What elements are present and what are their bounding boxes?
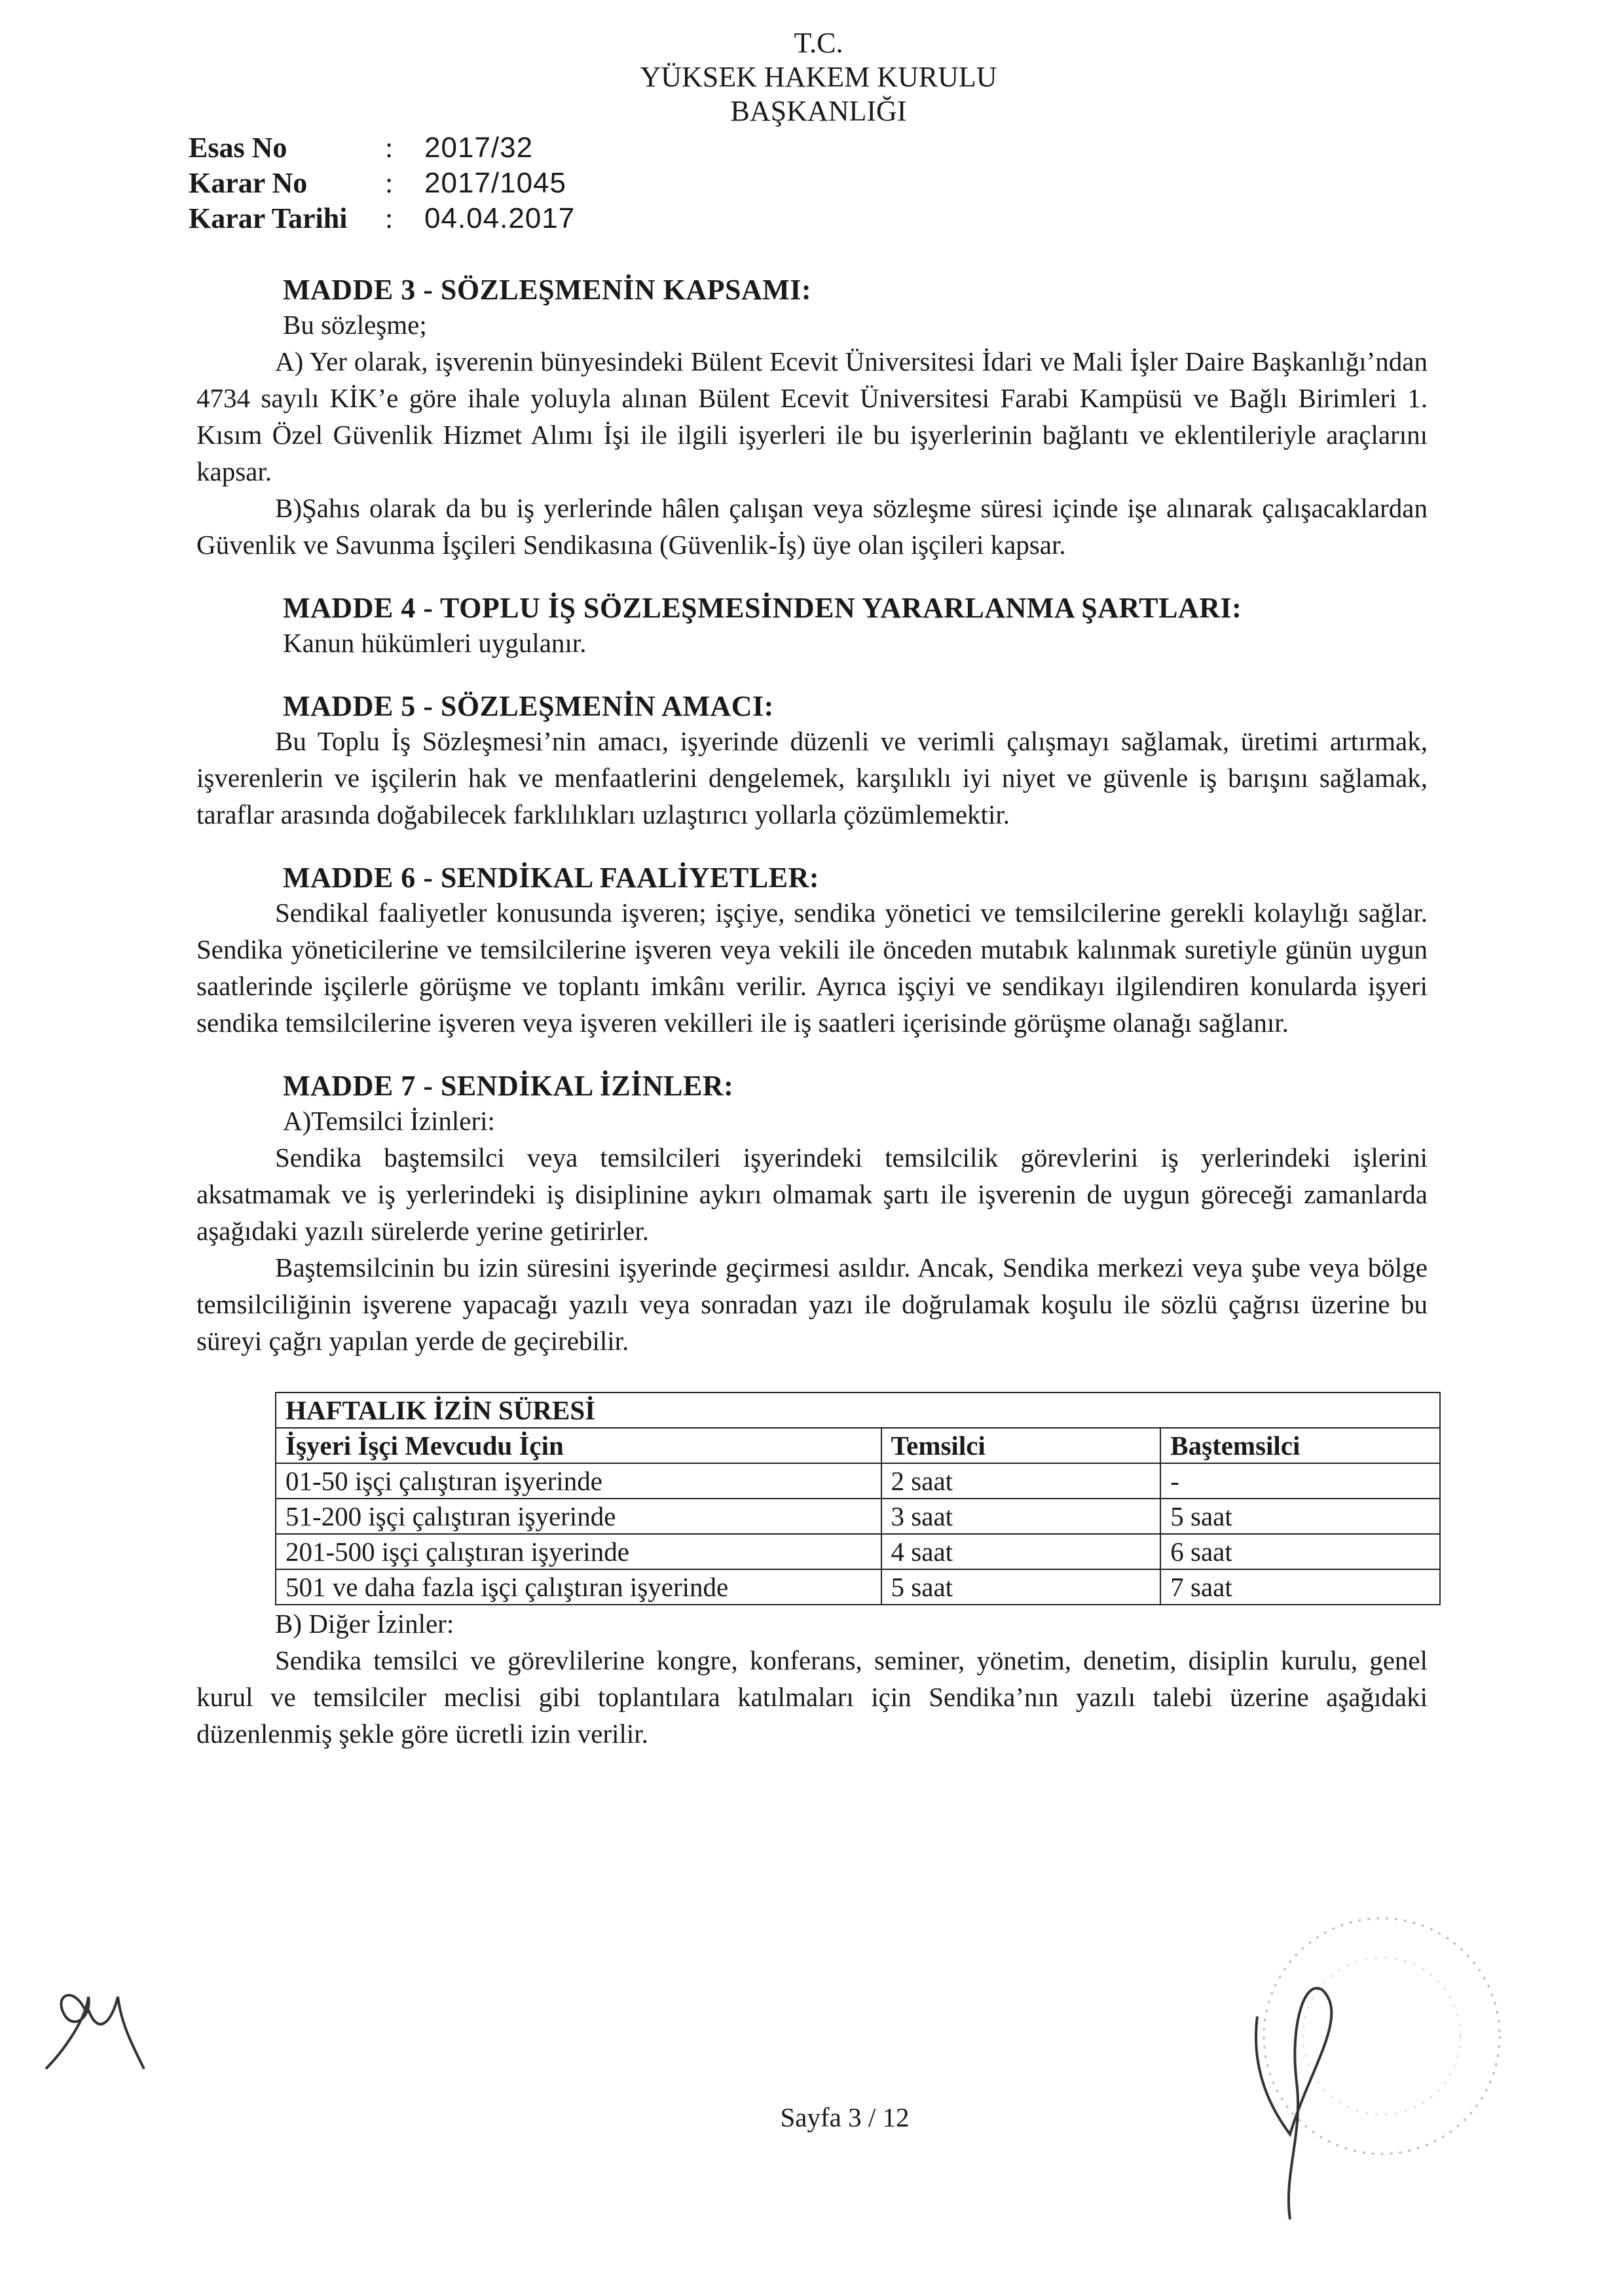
- document-body: [196, 274, 1428, 1752]
- karar-value: 2017/1045: [424, 167, 566, 199]
- column-header: Temsilci: [881, 1428, 1161, 1463]
- madde3-intro: Bu sözleşme;: [283, 310, 427, 340]
- karar-row: [189, 166, 575, 202]
- madde7-para-2: Baştemsilcinin bu izin süresini işyerinde geçirmesi asıldır. Ancak, Sendika merkezi veya şube veya bölge temsilciliğinin işverene yapacağı yazılı veya sonradan yazı ile doğrulamak koşulu ile sözlü çağrısı üzerine bu süreyi çağrı yapılan yerde de geçirebilir.: [196, 1252, 1428, 1356]
- madde3-para-a: A) Yer olarak, işverenin bünyesindeki Bülent Ecevit Üniversitesi İdari ve Mali İşler Daire Başkanlığı’ndan 4734 sayılı KİK’e göre ihale yoluyla alınan Bülent Ecevit Üniversitesi Farabi Kampüsü ve Bağlı Birimleri 1. Kısım Özel Güvenlik Hizmet Alımı İşi ile ilgili işyerleri ile bu işyerlerinin bağlantı ve eklentileriyle araçlarını kapsar.: [196, 346, 1428, 486]
- table-header-row: [276, 1428, 1440, 1463]
- handwritten-initials-icon: [39, 1971, 164, 2082]
- table-cell: 5 saat: [881, 1569, 1161, 1605]
- colon: :: [385, 202, 394, 234]
- table-cell: 5 saat: [1160, 1499, 1440, 1534]
- column-header: Baştemsilci: [1160, 1428, 1440, 1463]
- madde7-sub-b: B) Diğer İzinler:: [275, 1609, 454, 1639]
- madde3-heading: MADDE 3 - SÖZLEŞMENİN KAPSAMI:: [283, 274, 812, 306]
- karar-label: Karar No: [189, 167, 308, 199]
- table-row: [276, 1499, 1440, 1534]
- table-cell: 2 saat: [881, 1463, 1161, 1499]
- table-cell: 6 saat: [1160, 1534, 1440, 1569]
- table-cell: 7 saat: [1160, 1569, 1440, 1605]
- table-title: HAFTALIK İZİN SÜRESİ: [276, 1393, 1440, 1428]
- esas-row: [189, 131, 575, 166]
- table-cell: 3 saat: [881, 1499, 1161, 1534]
- madde4-heading: MADDE 4 - TOPLU İŞ SÖZLEŞMESİNDEN YARARLANMA ŞARTLARI:: [283, 592, 1242, 624]
- madde5-heading: MADDE 5 - SÖZLEŞMENİN AMACI:: [283, 690, 774, 722]
- colon: :: [385, 167, 394, 199]
- madde7-para-3: Sendika temsilci ve görevlilerine kongre, konferans, seminer, yönetim, denetim, disiplin kurulu, genel kurul ve temsilciler meclisi gibi toplantılara katılmaları için Sendika’nın yazılı talebi üzerine aşağıdaki düzenlenmiş şekle göre ücretli izin verilir.: [196, 1645, 1428, 1749]
- page-number: Sayfa 3 / 12: [780, 2102, 910, 2132]
- case-meta: [189, 131, 575, 237]
- tarih-label: Karar Tarihi: [189, 202, 348, 234]
- madde6-heading: MADDE 6 - SENDİKAL FAALİYETLER:: [283, 862, 819, 894]
- madde6-text: Sendikal faaliyetler konusunda işveren; işçiye, sendika yönetici ve temsilcilerine gerekli kolaylığı sağlar. Sendika yöneticilerine ve temsilcilerine işveren veya vekili ile önceden mutabık kalınmak suretiyle günün uygun saatlerinde işçilerle görüşme ve toplantı imkânı verilir. Ayrıca işçiyi ve sendikayı ilgilendiren konularda işyeri sendika temsilcilerine işveren veya işveren vekilleri ile iş saatleri içerisinde görüşme olanağı sağlanır.: [196, 898, 1428, 1038]
- esas-value: 2017/32: [424, 132, 534, 164]
- table-cell: 201-500 işçi çalıştıran işyerinde: [276, 1534, 881, 1569]
- madde7-sub-a: A)Temsilci İzinleri:: [283, 1106, 495, 1136]
- column-header: İşyeri İşçi Mevcudu İçin: [276, 1428, 881, 1463]
- header-organization: YÜKSEK HAKEM KURULU: [640, 61, 997, 93]
- table-row: [276, 1534, 1440, 1569]
- esas-label: Esas No: [189, 132, 287, 164]
- tarih-value: 04.04.2017: [424, 202, 576, 234]
- table-cell: -: [1160, 1463, 1440, 1499]
- table-cell: 51-200 işçi çalıştıran işyerinde: [276, 1499, 881, 1534]
- header-department: BAŞKANLIĞI: [730, 95, 907, 127]
- madde4-text: Kanun hükümleri uygulanır.: [283, 628, 587, 658]
- header-tc: T.C.: [794, 27, 843, 59]
- colon: :: [385, 132, 394, 164]
- signature-icon: [1231, 1938, 1401, 2226]
- table-cell: 01-50 işçi çalıştıran işyerinde: [276, 1463, 881, 1499]
- table-row: [276, 1569, 1440, 1605]
- weekly-leave-table: [275, 1392, 1441, 1605]
- tarih-row: [189, 202, 575, 237]
- madde7-para-1: Sendika baştemsilci veya temsilcileri işyerindeki temsilcilik görevlerini iş yerlerindeki işlerini aksatmamak ve iş yerlerindeki iş disiplinine aykırı olmamak şartı ile işverenin de uygun göreceği zamanlarda aşağıdaki yazılı sürelerde yerine getirirler.: [196, 1142, 1428, 1246]
- table-cell: 501 ve daha fazla işçi çalıştıran işyerinde: [276, 1569, 881, 1605]
- madde5-text: Bu Toplu İş Sözleşmesi’nin amacı, işyerinde düzenli ve verimli çalışmayı sağlamak, üretimi artırmak, işverenlerin ve işçilerin hak ve menfaatlerini dengelemek, karşılıklı iyi niyet ve güvenle iş barışını sağlamak, taraflar arasında doğabilecek farklılıkları uzlaştırıcı yollarla çözümlemektir.: [196, 726, 1428, 829]
- table-title-row: [276, 1393, 1440, 1428]
- madde7-heading: MADDE 7 - SENDİKAL İZİNLER:: [283, 1070, 734, 1102]
- table-cell: 4 saat: [881, 1534, 1161, 1569]
- table-row: [276, 1463, 1440, 1499]
- madde3-para-b: B)Şahıs olarak da bu iş yerlerinde hâlen çalışan veya sözleşme süresi içinde işe alınarak çalışacaklardan Güvenlik ve Savunma İşçileri Sendikasına (Güvenlik-İş) üye olan işçileri kapsar.: [196, 493, 1428, 560]
